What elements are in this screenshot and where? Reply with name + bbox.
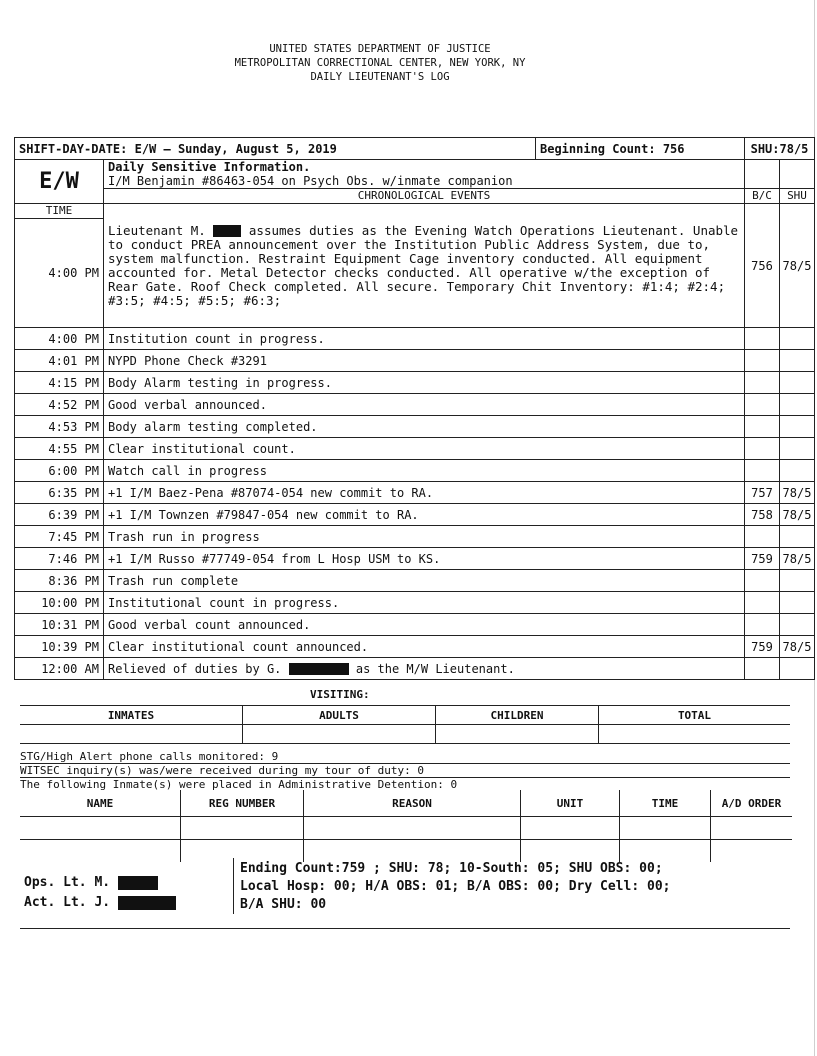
bc-header: B/C bbox=[745, 189, 780, 204]
admin-det-line: The following Inmate(s) were placed in Administrative Detention: 0 bbox=[20, 778, 458, 791]
entry-time: 10:00 PM bbox=[15, 592, 104, 614]
time-col-header: TIME bbox=[620, 790, 711, 817]
total-header: TOTAL bbox=[599, 706, 791, 725]
entry-bc bbox=[745, 460, 780, 482]
entry-shu bbox=[780, 438, 815, 460]
log-entry-row bbox=[15, 636, 815, 658]
log-entry-row bbox=[15, 438, 815, 460]
events-header: CHRONOLOGICAL EVENTS bbox=[104, 189, 745, 204]
entry-time: 4:53 PM bbox=[15, 416, 104, 438]
ending-line-1: Ending Count:759 ; SHU: 78; 10-South: 05; SHU OBS: 00; bbox=[240, 861, 663, 876]
entry-time: 4:15 PM bbox=[15, 372, 104, 394]
empty-cell bbox=[243, 725, 436, 744]
shift-row bbox=[15, 138, 815, 160]
empty-cell bbox=[745, 658, 780, 680]
entry-bc: 759 bbox=[745, 636, 780, 658]
header-line-3: DAILY LIEUTENANT'S LOG bbox=[310, 71, 450, 83]
empty-cell bbox=[521, 817, 620, 840]
empty-cell bbox=[20, 817, 181, 840]
redaction-block bbox=[213, 225, 241, 237]
empty-cell bbox=[620, 817, 711, 840]
entry-shu bbox=[780, 526, 815, 548]
entry-time: 6:35 PM bbox=[15, 482, 104, 504]
log-entry-row bbox=[15, 570, 815, 592]
empty-cell bbox=[711, 817, 793, 840]
adults-header: ADULTS bbox=[243, 706, 436, 725]
log-entry-row bbox=[15, 614, 815, 636]
entry-shu bbox=[780, 592, 815, 614]
empty-cell bbox=[780, 658, 815, 680]
entry-shu bbox=[780, 394, 815, 416]
first-entry-time: 4:00 PM bbox=[15, 219, 104, 328]
first-entry-shu: 78/5 bbox=[780, 204, 815, 328]
unit-header: UNIT bbox=[521, 790, 620, 817]
empty-cell bbox=[304, 817, 521, 840]
entry-text: +1 I/M Russo #77749-054 from L Hosp USM to KS. bbox=[104, 548, 745, 570]
entry-shu: 78/5 bbox=[780, 548, 815, 570]
redaction-block bbox=[289, 663, 349, 675]
column-header-row bbox=[15, 189, 815, 204]
entry-bc bbox=[745, 394, 780, 416]
entry-time: 4:01 PM bbox=[15, 350, 104, 372]
redaction-block bbox=[118, 896, 176, 910]
sensitive-title: Daily Sensitive Information. bbox=[108, 160, 311, 174]
header-line-1: UNITED STATES DEPARTMENT OF JUSTICE bbox=[269, 43, 491, 55]
entry-shu bbox=[780, 416, 815, 438]
entry-text: +1 I/M Townzen #79847-054 new commit to RA. bbox=[104, 504, 745, 526]
entry-time: 6:00 PM bbox=[15, 460, 104, 482]
sensitive-info bbox=[104, 160, 745, 189]
first-entry-text bbox=[104, 204, 745, 328]
ending-line-2: Local Hosp: 00; H/A OBS: 01; B/A OBS: 00; Dry Cell: 00; bbox=[240, 879, 671, 894]
entry-text: NYPD Phone Check #3291 bbox=[104, 350, 745, 372]
entry-text: Clear institutional count. bbox=[104, 438, 745, 460]
signatures bbox=[24, 873, 176, 913]
entry-text: Good verbal count announced. bbox=[104, 614, 745, 636]
entry-shu bbox=[780, 460, 815, 482]
shift-day-date: SHIFT-DAY-DATE: E/W – Sunday, August 5, 2019 bbox=[15, 138, 536, 160]
last-entry-row bbox=[15, 658, 815, 680]
empty-cell bbox=[20, 725, 243, 744]
children-header: CHILDREN bbox=[436, 706, 599, 725]
entry-bc: 758 bbox=[745, 504, 780, 526]
witsec-line: WITSEC inquiry(s) was/were received during my tour of duty: 0 bbox=[20, 764, 790, 778]
entry-bc bbox=[745, 328, 780, 350]
ending-count-block bbox=[233, 858, 670, 914]
entry-shu: 78/5 bbox=[780, 504, 815, 526]
entry-shu: 78/5 bbox=[780, 636, 815, 658]
last-entry-end: as the M/W Lieutenant. bbox=[355, 661, 515, 676]
entry-text: Body alarm testing completed. bbox=[104, 416, 745, 438]
entry-bc: 757 bbox=[745, 482, 780, 504]
ops-lt-label: Ops. Lt. M. bbox=[24, 875, 111, 890]
log-entry-row bbox=[15, 482, 815, 504]
log-entry-row bbox=[15, 350, 815, 372]
shu-header: SHU:78/5 bbox=[745, 138, 815, 160]
entry-text: Body Alarm testing in progress. bbox=[104, 372, 745, 394]
stg-line: STG/High Alert phone calls monitored: 9 bbox=[20, 750, 790, 764]
entry-time: 7:46 PM bbox=[15, 548, 104, 570]
entry-shu bbox=[780, 614, 815, 636]
visiting-title: VISITING: bbox=[310, 688, 370, 701]
entry-bc: 759 bbox=[745, 548, 780, 570]
entry-bc bbox=[745, 570, 780, 592]
entry-time: 6:39 PM bbox=[15, 504, 104, 526]
sensitive-text: I/M Benjamin #86463-054 on Psych Obs. w/inmate companion bbox=[108, 174, 513, 188]
bottom-rule bbox=[20, 928, 790, 929]
entry-time: 7:45 PM bbox=[15, 526, 104, 548]
admin-row bbox=[20, 817, 792, 840]
beginning-count: Beginning Count: 756 bbox=[536, 138, 745, 160]
entry-bc bbox=[745, 372, 780, 394]
entries-body bbox=[15, 328, 815, 658]
log-entry-row bbox=[15, 372, 815, 394]
entry-text: Institutional count in progress. bbox=[104, 592, 745, 614]
entry-text: Clear institutional count announced. bbox=[104, 636, 745, 658]
redaction-block bbox=[118, 876, 158, 890]
ops-lt bbox=[24, 873, 176, 893]
entry-text: Institution count in progress. bbox=[104, 328, 745, 350]
entry-text: Trash run in progress bbox=[104, 526, 745, 548]
shift-code: E/W bbox=[15, 160, 104, 204]
log-entry-row bbox=[15, 328, 815, 350]
empty-cell bbox=[711, 840, 793, 863]
sensitive-row bbox=[15, 160, 815, 189]
visiting-data-row bbox=[20, 725, 790, 744]
visiting-table bbox=[20, 705, 790, 744]
last-entry-time: 12:00 AM bbox=[15, 658, 104, 680]
act-lt-label: Act. Lt. J. bbox=[24, 895, 111, 910]
first-entry-start: Lieutenant M. bbox=[108, 222, 206, 238]
entry-bc bbox=[745, 350, 780, 372]
reason-header: REASON bbox=[304, 790, 521, 817]
last-entry-start: Relieved of duties by G. bbox=[108, 661, 282, 676]
act-lt bbox=[24, 893, 176, 913]
entry-shu bbox=[780, 570, 815, 592]
log-entry-row bbox=[15, 548, 815, 570]
log-table bbox=[14, 137, 815, 680]
time-header-row bbox=[15, 204, 815, 219]
admin-detention-table bbox=[20, 790, 792, 862]
log-entry-row bbox=[15, 460, 815, 482]
empty-cell bbox=[20, 840, 181, 863]
shu-col-header: SHU bbox=[780, 189, 815, 204]
log-entry-row bbox=[15, 526, 815, 548]
last-entry-text bbox=[104, 658, 745, 680]
empty-cell bbox=[436, 725, 599, 744]
entry-bc bbox=[745, 416, 780, 438]
entry-bc bbox=[745, 526, 780, 548]
first-entry-rest: assumes duties as the Evening Watch Operations Lieutenant. Unable to conduct PREA announcement over the Institution Public Address System, due to, system malfunction. Restraint Equipment Cage inventory conducted. All equipment accounted for. Metal Detector checks conducted. All operative w/the exception of Rear Gate. Roof Check completed. All secure. Temporary Chit Inventory: #1:4; #2:4; #3:5; #4:5; #5:5; #6:3; bbox=[108, 222, 739, 308]
entry-bc bbox=[745, 592, 780, 614]
visiting-header-row bbox=[20, 706, 790, 725]
entry-shu bbox=[780, 328, 815, 350]
entry-shu bbox=[780, 350, 815, 372]
header-line-2: METROPOLITAN CORRECTIONAL CENTER, NEW YORK, NY bbox=[234, 57, 526, 69]
entry-time: 8:36 PM bbox=[15, 570, 104, 592]
entry-shu: 78/5 bbox=[780, 482, 815, 504]
entry-text: Good verbal announced. bbox=[104, 394, 745, 416]
first-entry-bc: 756 bbox=[745, 204, 780, 328]
empty-cell bbox=[745, 160, 780, 189]
empty-cell bbox=[599, 725, 791, 744]
entry-text: Trash run complete bbox=[104, 570, 745, 592]
inmates-header: INMATES bbox=[20, 706, 243, 725]
log-entry-row bbox=[15, 416, 815, 438]
entry-time: 4:00 PM bbox=[15, 328, 104, 350]
admin-header-row bbox=[20, 790, 792, 817]
time-header: TIME bbox=[15, 204, 104, 219]
entry-text: +1 I/M Baez-Pena #87074-054 new commit to RA. bbox=[104, 482, 745, 504]
reg-header: REG NUMBER bbox=[181, 790, 304, 817]
entry-shu bbox=[780, 372, 815, 394]
entry-text: Watch call in progress bbox=[104, 460, 745, 482]
entry-bc bbox=[745, 614, 780, 636]
name-header: NAME bbox=[20, 790, 181, 817]
log-entry-row bbox=[15, 504, 815, 526]
entry-time: 4:55 PM bbox=[15, 438, 104, 460]
empty-cell bbox=[780, 160, 815, 189]
log-entry-row bbox=[15, 394, 815, 416]
ad-order-header: A/D ORDER bbox=[711, 790, 793, 817]
document-header bbox=[0, 42, 760, 84]
ending-line-3: B/A SHU: 00 bbox=[240, 897, 327, 912]
empty-cell bbox=[181, 817, 304, 840]
entry-bc bbox=[745, 438, 780, 460]
entry-time: 4:52 PM bbox=[15, 394, 104, 416]
log-entry-row bbox=[15, 592, 815, 614]
entry-time: 10:39 PM bbox=[15, 636, 104, 658]
entry-time: 10:31 PM bbox=[15, 614, 104, 636]
